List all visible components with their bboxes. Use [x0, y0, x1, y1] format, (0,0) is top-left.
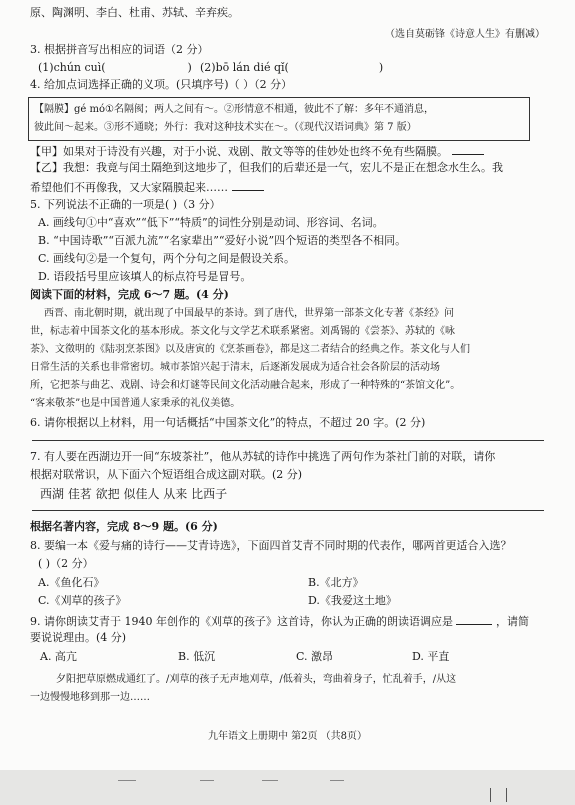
- passage-tail: 原、陶渊明、李白、杜甫、苏轼、辛弃疾。: [30, 6, 239, 19]
- sentence-yi-2: 希望他们不再像我，又大家隔膜起来……: [30, 179, 264, 195]
- q5-option-d: D. 语段括号里应该填人的标点符号是冒号。: [38, 270, 252, 283]
- reading-p4: 日常生活的关系也非常密切。城市茶馆兴起于清末，后逐渐发展成为适合社会各阶层的活动场: [30, 362, 440, 373]
- binding-mark: [506, 788, 507, 802]
- reading-p6: “客来敬茶”也是中国普通人家秉承的礼仪美德。: [30, 398, 241, 409]
- q9-line-1: 9. 请你朗读艾青于 1940 年创作的《刈草的孩子》这首诗，你认为正确的朗读语调应是 ，请简: [30, 615, 529, 628]
- answer-blank[interactable]: [452, 143, 484, 155]
- crop-mark: [118, 780, 136, 781]
- scan-edge: [0, 770, 575, 805]
- q9-option-b: B. 低沉: [178, 650, 216, 663]
- answer-line-q6[interactable]: [32, 440, 544, 441]
- poem-line-1: 夕阳把草原燃成通红了。/刈草的孩子无声地刈草，/低着头，弯曲着身子，忙乱着手，/从这: [56, 674, 457, 685]
- q7-word-list: 西湖 佳茗 欲把 似佳人 从来 比西子: [40, 487, 228, 501]
- q5-title: 5. 下列说法不正确的一项是( )（3 分）: [30, 198, 221, 211]
- answer-blank[interactable]: [232, 179, 264, 191]
- q7-line-1: 7. 有人要在西湖边开一间“东坡茶社”，他从苏轼的诗作中挑选了两句作为茶社门前的对联，请你: [30, 450, 496, 463]
- reading-title: 阅读下面的材料，完成 6～7 题。(4 分): [30, 288, 229, 301]
- poem-line-2: 一边慢慢地移到那一边……: [30, 692, 150, 703]
- q8-option-d: D.《我爱这土地》: [308, 594, 397, 607]
- q7-line-2: 根据对联常识，从下面六个短语组合成这副对联。(2 分): [30, 468, 303, 481]
- answer-line-q7[interactable]: [32, 510, 544, 511]
- q9-option-c: C. 激昂: [296, 650, 334, 663]
- answer-blank[interactable]: [456, 613, 492, 625]
- reading-p1: 西晋、南北朝时期，就出现了中国最早的茶诗。到了唐代，世界第一部茶文化专著《茶经》问: [44, 308, 454, 319]
- q3-item-2: (2)bō lán dié qǐ( ): [200, 61, 384, 74]
- q8-line-2: ( )（2 分）: [38, 557, 94, 570]
- q5-option-b: B. “中国诗歌”“百派九流”“名家辈出”“爱好小说”四个短语的类型各不相同。: [38, 234, 407, 247]
- q3-item-1: (1)chún cuì( ): [38, 61, 192, 74]
- reading-p5: 所，它把茶与曲艺、戏剧、诗会和灯谜等民间文化活动融合起来，形成了一种特殊的“茶馆文化”。: [30, 380, 461, 391]
- q9-option-a: A. 高亢: [40, 650, 77, 663]
- classics-title: 根据名著内容，完成 8～9 题。(6 分): [30, 520, 218, 533]
- q4-title: 4. 给加点词选择正确的义项。(只填序号)（ ）（2 分）: [30, 78, 293, 91]
- q5-option-a: A. 画线句①中“喜欢”“低下”“特质”的词性分别是动词、形容词、名词。: [38, 216, 384, 229]
- reading-p2: 世，标志着中国茶文化的基本形成。茶文化与文学艺术联系紧密。刘禹锡的《尝茶》、苏轼的《咏: [30, 326, 455, 337]
- binding-mark: [490, 788, 491, 802]
- q8-option-c: C.《刈草的孩子》: [38, 594, 127, 607]
- q3-title: 3. 根据拼音写出相应的词语（2 分）: [30, 43, 209, 56]
- source-note: （选自莫砺锋《诗意人生》有删减）: [385, 29, 545, 40]
- page-footer: 九年语文上册期中 第2页 （共8页）: [207, 731, 368, 742]
- crop-mark: [200, 780, 214, 781]
- crop-mark: [262, 780, 278, 781]
- q5-option-c: C. 画线句②是一个复句，两个分句之间是假设关系。: [38, 252, 296, 265]
- crop-mark: [330, 780, 344, 781]
- dictionary-line-2: 彼此间～起来。③形不通晓；外行：我对这种技术实在～。（《现代汉语词典》第 7 版）: [34, 122, 417, 133]
- q6-title: 6. 请你根据以上材料，用一句话概括“中国茶文化”的特点，不超过 20 字。(2 分): [30, 416, 426, 429]
- q8-option-b: B.《北方》: [308, 576, 364, 589]
- sentence-yi-1: 【乙】我想：我竟与闰土隔绝到这地步了，但我们的后辈还是一气，宏儿不是正在想念水生么。我: [30, 161, 503, 174]
- reading-p3: 茶》、文徵明的《陆羽烹茶图》以及唐寅的《烹茶画卷》，都是这二者结合的经典之作。茶文化与人们: [30, 344, 470, 355]
- q9-option-d: D. 平直: [412, 650, 450, 663]
- q8-option-a: A.《鱼化石》: [38, 576, 105, 589]
- sentence-jia: 【甲】如果对于诗没有兴趣，对于小说、戏剧、散文等等的佳妙处也终不免有些隔膜。: [30, 143, 484, 159]
- q8-line-1: 8. 要编一本《爱与痛的诗行——艾青诗选》，下面四首艾青不同时期的代表作，哪两首更适合入选？: [30, 539, 512, 552]
- dictionary-line-1: 【隔膜】gé mó①名隔阂；两人之间有～。②形情意不相通，彼此不了解：多年不通消息，: [34, 104, 434, 115]
- q9-line-2: 要说说理由。(4 分): [30, 631, 127, 644]
